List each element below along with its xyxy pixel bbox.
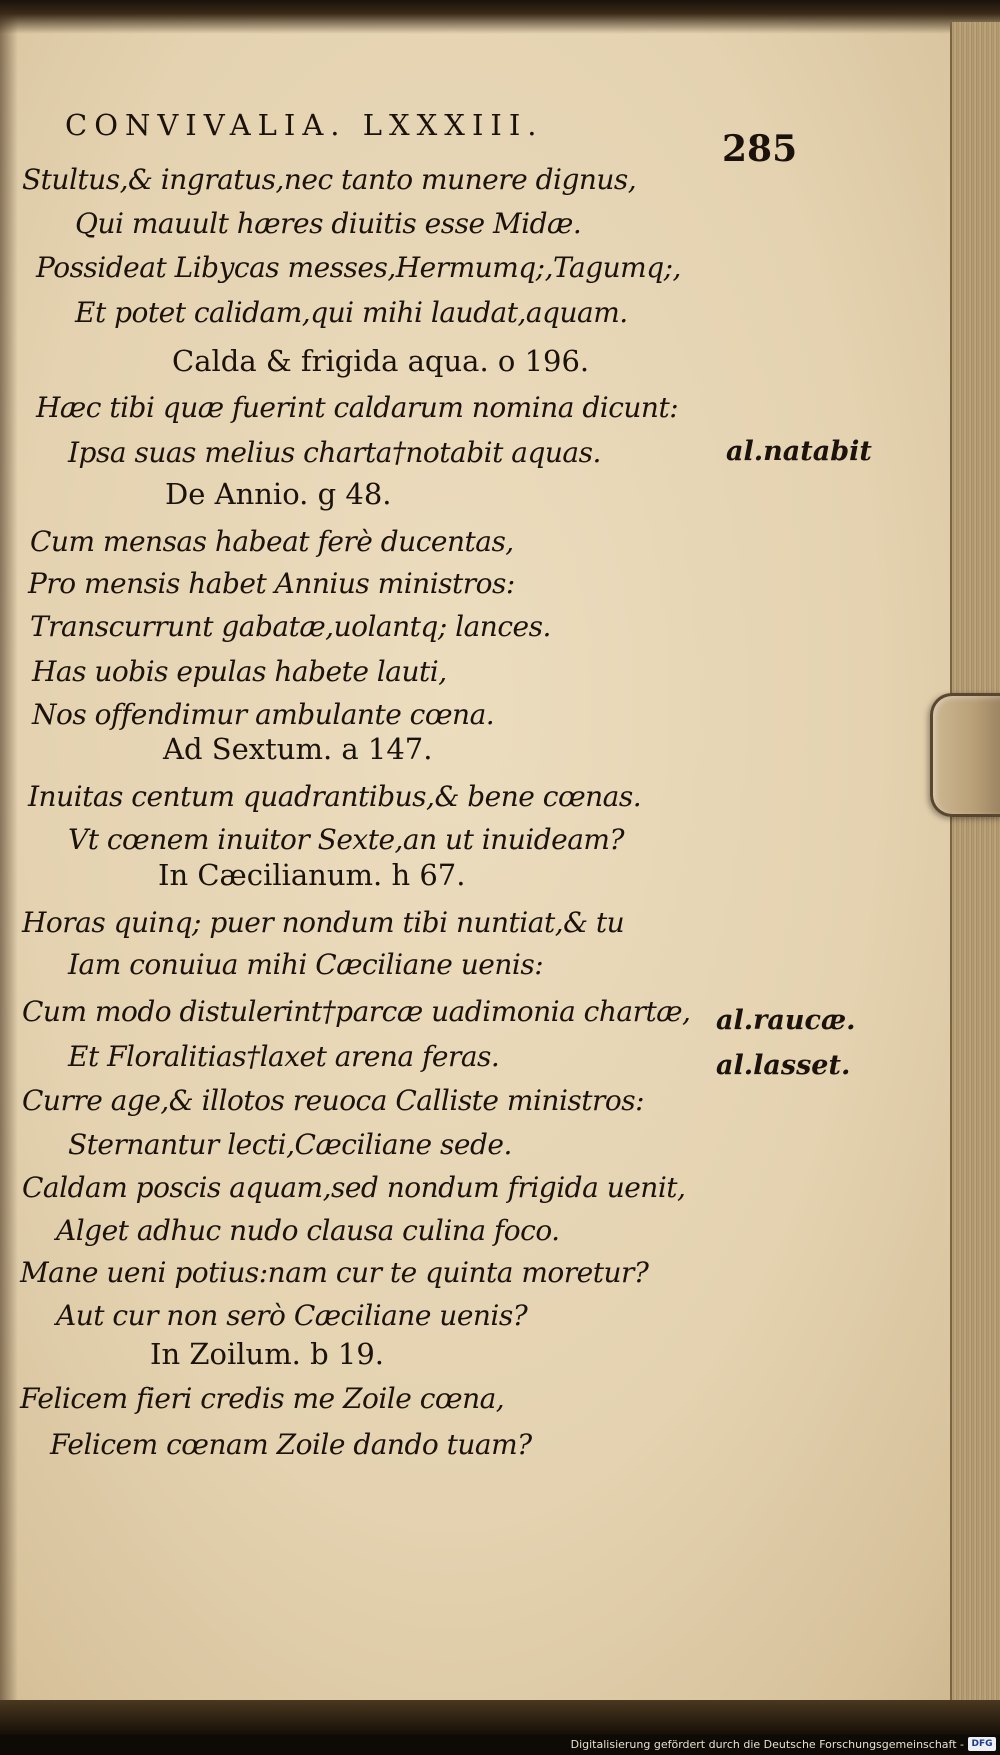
verse-line: Qui mauult hæres diuitis esse Midæ. [75, 207, 582, 240]
verse-line: Cum modo distulerint†parcæ uadimonia chartæ, [22, 995, 691, 1028]
verse-line: Hæc tibi quæ fuerint caldarum nomina dicunt: [36, 391, 679, 424]
book-clasp [930, 693, 1000, 817]
funding-credit: Digitalisierung gefördert durch die Deutsche Forschungsgemeinschaft - [570, 1738, 964, 1751]
verse-line: Et Floralitias†laxet arena feras. [68, 1040, 500, 1073]
verse-line: Possideat Libycas messes,Hermumq;,Tagumq;, [36, 251, 681, 284]
verse-line: Nos offendimur ambulante cœna. [32, 698, 495, 731]
verse-line: Ipsa suas melius charta†notabit aquas. [68, 436, 601, 469]
page-gutter-shadow [0, 0, 18, 1755]
verse-line: Aut cur non serò Cæciliane uenis? [56, 1299, 528, 1332]
margin-note: al.raucæ. [716, 1005, 856, 1036]
verse-line: Curre age,& illotos reuoca Calliste ministros: [22, 1084, 645, 1117]
verse-line: Mane ueni potius:nam cur te quinta moretur? [20, 1256, 649, 1289]
dfg-logo: DFG [968, 1737, 996, 1751]
verse-line: Felicem fieri credis me Zoile cœna, [20, 1382, 505, 1415]
verse-line: Horas quinq; puer nondum tibi nuntiat,& tu [22, 906, 625, 939]
verse-line: Inuitas centum quadrantibus,& bene cœnas. [28, 780, 642, 813]
binding-bottom-edge [0, 1700, 1000, 1735]
section-heading: In Zoilum. b 19. [150, 1337, 385, 1371]
section-heading: Ad Sextum. a 147. [163, 732, 433, 766]
verse-line: Alget adhuc nudo clausa culina foco. [56, 1214, 560, 1247]
verse-line: Sternantur lecti,Cæciliane sede. [68, 1128, 512, 1161]
verse-line: Pro mensis habet Annius ministros: [28, 567, 515, 600]
margin-note: al.lasset. [716, 1050, 851, 1081]
page-number: 285 [722, 128, 798, 170]
page-fore-edge [950, 22, 1000, 1702]
section-heading: Calda & frigida aqua. o 196. [172, 344, 590, 378]
verse-line: Iam conuiua mihi Cæciliane uenis: [68, 948, 544, 981]
margin-note: al.natabit [726, 436, 872, 467]
verse-line: Felicem cœnam Zoile dando tuam? [50, 1428, 532, 1461]
verse-line: Stultus,& ingratus,nec tanto munere dignus, [22, 163, 637, 196]
verse-line: Transcurrunt gabatæ,uolantq; lances. [30, 610, 551, 643]
binding-top-edge [0, 0, 1000, 34]
verse-line: Caldam poscis aquam,sed nondum frigida uenit, [22, 1171, 686, 1204]
running-title: CONVIVALIA. LXXXIII. [65, 108, 544, 142]
verse-line: Cum mensas habeat ferè ducentas, [30, 525, 514, 558]
section-heading: De Annio. g 48. [165, 477, 392, 511]
footer-bar [0, 1735, 1000, 1755]
section-heading: In Cæcilianum. h 67. [158, 858, 466, 892]
verse-line: Has uobis epulas habete lauti, [32, 655, 447, 688]
verse-line: Et potet calidam,qui mihi laudat,aquam. [75, 296, 628, 329]
verse-line: Vt cœnem inuitor Sexte,an ut inuideam? [68, 823, 624, 856]
